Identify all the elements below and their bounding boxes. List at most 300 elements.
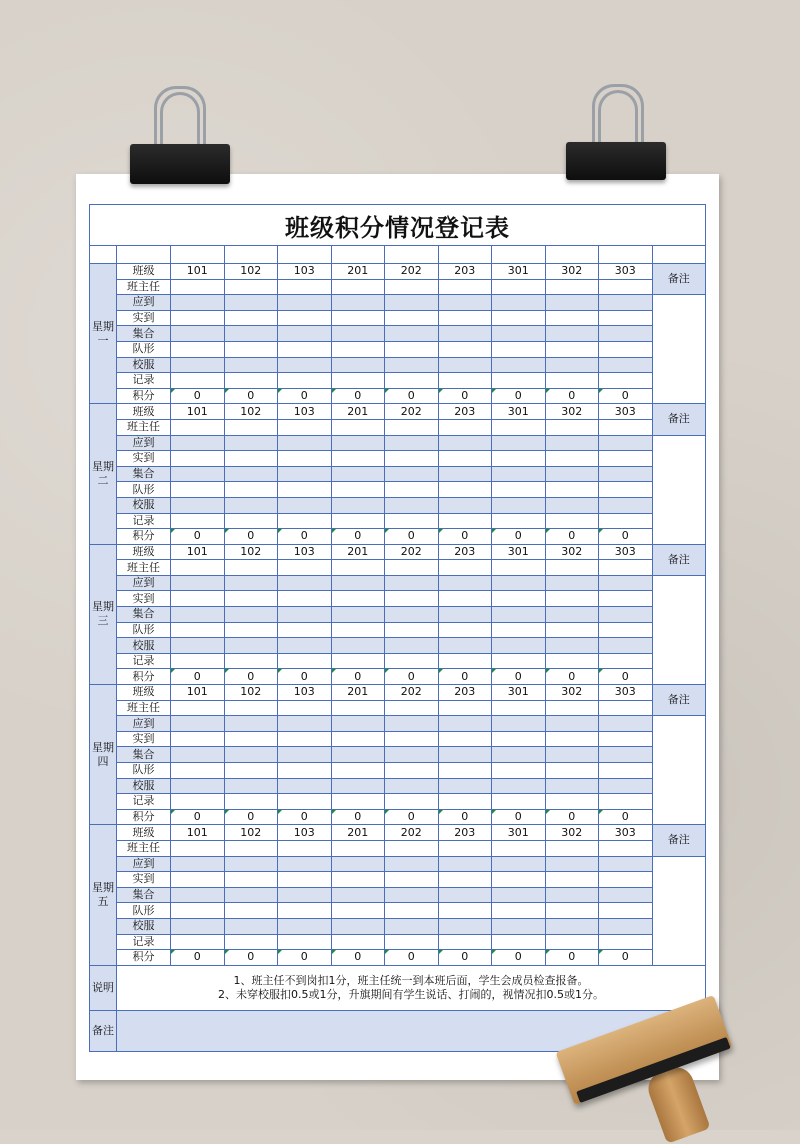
entry-cell-assembly[interactable] [331, 747, 385, 763]
entry-cell-expected[interactable] [545, 435, 599, 451]
entry-cell-expected[interactable] [599, 575, 653, 591]
entry-cell-uniform[interactable] [545, 638, 599, 654]
entry-cell-actual[interactable] [599, 591, 653, 607]
entry-cell-formation[interactable] [492, 903, 546, 919]
entry-cell-record[interactable] [492, 513, 546, 529]
entry-cell-assembly[interactable] [224, 466, 278, 482]
entry-cell-record[interactable] [492, 373, 546, 389]
entry-cell-record[interactable] [385, 934, 439, 950]
entry-cell-record[interactable] [171, 513, 225, 529]
score-cell[interactable] [492, 669, 546, 685]
entry-cell-record[interactable] [385, 513, 439, 529]
entry-cell-uniform[interactable] [492, 357, 546, 373]
entry-cell-teacher[interactable] [599, 840, 653, 856]
entry-cell-formation[interactable] [224, 341, 278, 357]
entry-cell-formation[interactable] [599, 903, 653, 919]
entry-cell-formation[interactable] [278, 763, 332, 779]
score-cell[interactable] [278, 529, 332, 545]
entry-cell-record[interactable] [278, 653, 332, 669]
entry-cell-uniform[interactable] [224, 497, 278, 513]
entry-cell-assembly[interactable] [278, 466, 332, 482]
entry-cell-actual[interactable] [385, 451, 439, 467]
score-cell[interactable] [171, 388, 225, 404]
entry-cell-record[interactable] [492, 794, 546, 810]
entry-cell-teacher[interactable] [492, 279, 546, 295]
entry-cell-assembly[interactable] [224, 887, 278, 903]
entry-cell-uniform[interactable] [171, 778, 225, 794]
entry-cell-formation[interactable] [492, 622, 546, 638]
entry-cell-expected[interactable] [492, 435, 546, 451]
entry-cell-uniform[interactable] [545, 778, 599, 794]
score-cell[interactable] [385, 388, 439, 404]
entry-cell-actual[interactable] [545, 872, 599, 888]
entry-cell-assembly[interactable] [171, 887, 225, 903]
entry-cell-actual[interactable] [278, 310, 332, 326]
entry-cell-formation[interactable] [278, 341, 332, 357]
entry-cell-actual[interactable] [438, 731, 492, 747]
entry-cell-assembly[interactable] [224, 747, 278, 763]
entry-cell-actual[interactable] [171, 310, 225, 326]
entry-cell-formation[interactable] [385, 341, 439, 357]
score-cell[interactable] [545, 950, 599, 966]
entry-cell-formation[interactable] [171, 341, 225, 357]
entry-cell-record[interactable] [599, 934, 653, 950]
entry-cell-expected[interactable] [224, 856, 278, 872]
entry-cell-actual[interactable] [545, 451, 599, 467]
entry-cell-teacher[interactable] [224, 560, 278, 576]
entry-cell-assembly[interactable] [545, 747, 599, 763]
entry-cell-actual[interactable] [331, 872, 385, 888]
entry-cell-record[interactable] [599, 513, 653, 529]
entry-cell-assembly[interactable] [385, 466, 439, 482]
entry-cell-teacher[interactable] [545, 840, 599, 856]
entry-cell-formation[interactable] [331, 341, 385, 357]
score-cell[interactable] [331, 809, 385, 825]
entry-cell-teacher[interactable] [224, 700, 278, 716]
entry-cell-teacher[interactable] [278, 560, 332, 576]
entry-cell-uniform[interactable] [385, 638, 439, 654]
entry-cell-expected[interactable] [278, 575, 332, 591]
entry-cell-assembly[interactable] [492, 607, 546, 623]
entry-cell-uniform[interactable] [278, 638, 332, 654]
entry-cell-teacher[interactable] [492, 700, 546, 716]
entry-cell-expected[interactable] [492, 575, 546, 591]
entry-cell-expected[interactable] [599, 856, 653, 872]
entry-cell-uniform[interactable] [385, 778, 439, 794]
entry-cell-record[interactable] [278, 794, 332, 810]
entry-cell-expected[interactable] [171, 575, 225, 591]
entry-cell-formation[interactable] [599, 763, 653, 779]
entry-cell-record[interactable] [278, 373, 332, 389]
entry-cell-record[interactable] [278, 513, 332, 529]
entry-cell-assembly[interactable] [224, 607, 278, 623]
entry-cell-actual[interactable] [171, 731, 225, 747]
remark-cell[interactable] [652, 716, 706, 825]
entry-cell-formation[interactable] [492, 341, 546, 357]
entry-cell-record[interactable] [171, 653, 225, 669]
entry-cell-formation[interactable] [599, 482, 653, 498]
entry-cell-formation[interactable] [492, 482, 546, 498]
entry-cell-uniform[interactable] [171, 638, 225, 654]
entry-cell-record[interactable] [492, 934, 546, 950]
entry-cell-formation[interactable] [278, 482, 332, 498]
entry-cell-expected[interactable] [545, 716, 599, 732]
entry-cell-expected[interactable] [224, 435, 278, 451]
entry-cell-uniform[interactable] [385, 918, 439, 934]
remark-cell[interactable] [652, 856, 706, 965]
entry-cell-formation[interactable] [438, 622, 492, 638]
entry-cell-actual[interactable] [224, 451, 278, 467]
entry-cell-record[interactable] [385, 794, 439, 810]
entry-cell-expected[interactable] [385, 295, 439, 311]
entry-cell-teacher[interactable] [599, 279, 653, 295]
score-cell[interactable] [171, 950, 225, 966]
entry-cell-record[interactable] [171, 373, 225, 389]
entry-cell-expected[interactable] [438, 435, 492, 451]
entry-cell-expected[interactable] [545, 856, 599, 872]
remark-cell[interactable] [652, 575, 706, 684]
entry-cell-record[interactable] [599, 653, 653, 669]
entry-cell-record[interactable] [224, 653, 278, 669]
entry-cell-record[interactable] [438, 653, 492, 669]
score-cell[interactable] [278, 669, 332, 685]
entry-cell-assembly[interactable] [331, 466, 385, 482]
entry-cell-teacher[interactable] [171, 700, 225, 716]
entry-cell-expected[interactable] [171, 435, 225, 451]
entry-cell-assembly[interactable] [385, 326, 439, 342]
entry-cell-actual[interactable] [599, 310, 653, 326]
entry-cell-record[interactable] [545, 794, 599, 810]
entry-cell-expected[interactable] [224, 716, 278, 732]
entry-cell-uniform[interactable] [278, 497, 332, 513]
entry-cell-uniform[interactable] [331, 778, 385, 794]
entry-cell-teacher[interactable] [278, 700, 332, 716]
score-cell[interactable] [492, 388, 546, 404]
entry-cell-actual[interactable] [492, 451, 546, 467]
entry-cell-expected[interactable] [438, 856, 492, 872]
entry-cell-record[interactable] [438, 934, 492, 950]
entry-cell-record[interactable] [438, 513, 492, 529]
entry-cell-formation[interactable] [331, 763, 385, 779]
entry-cell-uniform[interactable] [599, 497, 653, 513]
entry-cell-teacher[interactable] [438, 840, 492, 856]
entry-cell-expected[interactable] [385, 575, 439, 591]
entry-cell-assembly[interactable] [438, 607, 492, 623]
entry-cell-assembly[interactable] [545, 326, 599, 342]
entry-cell-teacher[interactable] [385, 840, 439, 856]
entry-cell-expected[interactable] [278, 716, 332, 732]
entry-cell-record[interactable] [331, 653, 385, 669]
score-cell[interactable] [171, 529, 225, 545]
entry-cell-formation[interactable] [331, 622, 385, 638]
entry-cell-teacher[interactable] [545, 279, 599, 295]
entry-cell-teacher[interactable] [438, 560, 492, 576]
entry-cell-assembly[interactable] [599, 326, 653, 342]
entry-cell-assembly[interactable] [385, 887, 439, 903]
entry-cell-expected[interactable] [331, 856, 385, 872]
entry-cell-teacher[interactable] [492, 419, 546, 435]
entry-cell-actual[interactable] [599, 731, 653, 747]
score-cell[interactable] [492, 809, 546, 825]
entry-cell-uniform[interactable] [492, 638, 546, 654]
entry-cell-teacher[interactable] [545, 700, 599, 716]
entry-cell-formation[interactable] [331, 903, 385, 919]
entry-cell-uniform[interactable] [545, 918, 599, 934]
entry-cell-expected[interactable] [545, 295, 599, 311]
entry-cell-uniform[interactable] [438, 638, 492, 654]
entry-cell-expected[interactable] [385, 716, 439, 732]
entry-cell-record[interactable] [278, 934, 332, 950]
entry-cell-teacher[interactable] [385, 700, 439, 716]
entry-cell-assembly[interactable] [224, 326, 278, 342]
entry-cell-teacher[interactable] [278, 419, 332, 435]
entry-cell-record[interactable] [331, 373, 385, 389]
entry-cell-uniform[interactable] [171, 497, 225, 513]
entry-cell-teacher[interactable] [599, 700, 653, 716]
entry-cell-actual[interactable] [492, 731, 546, 747]
entry-cell-record[interactable] [331, 794, 385, 810]
entry-cell-uniform[interactable] [438, 918, 492, 934]
entry-cell-formation[interactable] [224, 622, 278, 638]
entry-cell-expected[interactable] [385, 435, 439, 451]
score-cell[interactable] [385, 950, 439, 966]
score-cell[interactable] [545, 529, 599, 545]
entry-cell-formation[interactable] [385, 763, 439, 779]
entry-cell-assembly[interactable] [385, 607, 439, 623]
entry-cell-uniform[interactable] [492, 497, 546, 513]
entry-cell-actual[interactable] [171, 591, 225, 607]
entry-cell-teacher[interactable] [278, 279, 332, 295]
score-cell[interactable] [545, 809, 599, 825]
entry-cell-formation[interactable] [278, 903, 332, 919]
entry-cell-record[interactable] [171, 934, 225, 950]
entry-cell-formation[interactable] [438, 763, 492, 779]
entry-cell-assembly[interactable] [492, 326, 546, 342]
entry-cell-uniform[interactable] [438, 497, 492, 513]
entry-cell-uniform[interactable] [545, 497, 599, 513]
entry-cell-teacher[interactable] [385, 560, 439, 576]
score-cell[interactable] [385, 809, 439, 825]
entry-cell-expected[interactable] [599, 716, 653, 732]
entry-cell-actual[interactable] [278, 872, 332, 888]
entry-cell-actual[interactable] [385, 591, 439, 607]
score-cell[interactable] [599, 809, 653, 825]
entry-cell-formation[interactable] [385, 903, 439, 919]
entry-cell-assembly[interactable] [492, 747, 546, 763]
entry-cell-assembly[interactable] [171, 607, 225, 623]
score-cell[interactable] [599, 669, 653, 685]
entry-cell-expected[interactable] [331, 295, 385, 311]
score-cell[interactable] [331, 388, 385, 404]
entry-cell-record[interactable] [545, 513, 599, 529]
entry-cell-assembly[interactable] [171, 466, 225, 482]
score-cell[interactable] [385, 529, 439, 545]
entry-cell-record[interactable] [331, 934, 385, 950]
entry-cell-assembly[interactable] [278, 747, 332, 763]
score-cell[interactable] [438, 669, 492, 685]
entry-cell-assembly[interactable] [438, 887, 492, 903]
entry-cell-formation[interactable] [385, 622, 439, 638]
entry-cell-actual[interactable] [385, 872, 439, 888]
entry-cell-teacher[interactable] [171, 279, 225, 295]
entry-cell-expected[interactable] [492, 295, 546, 311]
entry-cell-assembly[interactable] [278, 887, 332, 903]
entry-cell-teacher[interactable] [385, 419, 439, 435]
entry-cell-teacher[interactable] [278, 840, 332, 856]
entry-cell-formation[interactable] [599, 341, 653, 357]
entry-cell-teacher[interactable] [545, 419, 599, 435]
entry-cell-uniform[interactable] [331, 638, 385, 654]
score-cell[interactable] [545, 669, 599, 685]
entry-cell-expected[interactable] [171, 716, 225, 732]
entry-cell-teacher[interactable] [438, 700, 492, 716]
entry-cell-formation[interactable] [331, 482, 385, 498]
entry-cell-actual[interactable] [171, 451, 225, 467]
entry-cell-uniform[interactable] [171, 357, 225, 373]
entry-cell-uniform[interactable] [331, 918, 385, 934]
entry-cell-actual[interactable] [224, 872, 278, 888]
entry-cell-teacher[interactable] [331, 279, 385, 295]
entry-cell-formation[interactable] [224, 482, 278, 498]
score-cell[interactable] [438, 809, 492, 825]
entry-cell-expected[interactable] [171, 295, 225, 311]
entry-cell-record[interactable] [492, 653, 546, 669]
entry-cell-formation[interactable] [545, 341, 599, 357]
entry-cell-record[interactable] [224, 934, 278, 950]
score-cell[interactable] [492, 529, 546, 545]
entry-cell-expected[interactable] [171, 856, 225, 872]
entry-cell-uniform[interactable] [331, 497, 385, 513]
score-cell[interactable] [171, 809, 225, 825]
score-cell[interactable] [278, 809, 332, 825]
score-cell[interactable] [385, 669, 439, 685]
entry-cell-formation[interactable] [599, 622, 653, 638]
entry-cell-record[interactable] [438, 373, 492, 389]
entry-cell-uniform[interactable] [599, 357, 653, 373]
entry-cell-teacher[interactable] [492, 560, 546, 576]
entry-cell-formation[interactable] [545, 622, 599, 638]
entry-cell-assembly[interactable] [278, 607, 332, 623]
score-cell[interactable] [599, 529, 653, 545]
entry-cell-formation[interactable] [438, 341, 492, 357]
entry-cell-record[interactable] [224, 373, 278, 389]
entry-cell-assembly[interactable] [545, 887, 599, 903]
entry-cell-assembly[interactable] [599, 466, 653, 482]
entry-cell-teacher[interactable] [599, 560, 653, 576]
entry-cell-teacher[interactable] [331, 560, 385, 576]
score-cell[interactable] [438, 950, 492, 966]
entry-cell-actual[interactable] [492, 310, 546, 326]
score-cell[interactable] [224, 809, 278, 825]
entry-cell-formation[interactable] [438, 482, 492, 498]
entry-cell-actual[interactable] [278, 591, 332, 607]
entry-cell-expected[interactable] [224, 295, 278, 311]
score-cell[interactable] [599, 388, 653, 404]
score-cell[interactable] [492, 950, 546, 966]
entry-cell-actual[interactable] [492, 872, 546, 888]
entry-cell-teacher[interactable] [438, 279, 492, 295]
entry-cell-actual[interactable] [385, 310, 439, 326]
entry-cell-assembly[interactable] [278, 326, 332, 342]
entry-cell-uniform[interactable] [492, 778, 546, 794]
entry-cell-record[interactable] [171, 794, 225, 810]
entry-cell-record[interactable] [224, 794, 278, 810]
score-cell[interactable] [224, 669, 278, 685]
entry-cell-actual[interactable] [224, 731, 278, 747]
remark-cell[interactable] [652, 435, 706, 544]
entry-cell-actual[interactable] [331, 451, 385, 467]
entry-cell-record[interactable] [545, 934, 599, 950]
entry-cell-assembly[interactable] [599, 747, 653, 763]
entry-cell-formation[interactable] [492, 763, 546, 779]
entry-cell-expected[interactable] [385, 856, 439, 872]
entry-cell-expected[interactable] [278, 435, 332, 451]
entry-cell-record[interactable] [438, 794, 492, 810]
entry-cell-teacher[interactable] [599, 419, 653, 435]
entry-cell-assembly[interactable] [438, 747, 492, 763]
score-cell[interactable] [331, 950, 385, 966]
entry-cell-actual[interactable] [599, 451, 653, 467]
entry-cell-assembly[interactable] [171, 747, 225, 763]
entry-cell-teacher[interactable] [492, 840, 546, 856]
score-cell[interactable] [224, 529, 278, 545]
entry-cell-actual[interactable] [385, 731, 439, 747]
entry-cell-assembly[interactable] [385, 747, 439, 763]
score-cell[interactable] [599, 950, 653, 966]
entry-cell-formation[interactable] [171, 622, 225, 638]
entry-cell-actual[interactable] [331, 310, 385, 326]
entry-cell-teacher[interactable] [224, 279, 278, 295]
entry-cell-expected[interactable] [331, 575, 385, 591]
entry-cell-assembly[interactable] [331, 887, 385, 903]
entry-cell-expected[interactable] [492, 856, 546, 872]
entry-cell-uniform[interactable] [278, 357, 332, 373]
entry-cell-uniform[interactable] [438, 357, 492, 373]
entry-cell-assembly[interactable] [545, 607, 599, 623]
entry-cell-record[interactable] [545, 373, 599, 389]
entry-cell-teacher[interactable] [331, 700, 385, 716]
entry-cell-uniform[interactable] [599, 918, 653, 934]
entry-cell-teacher[interactable] [224, 840, 278, 856]
entry-cell-formation[interactable] [545, 903, 599, 919]
entry-cell-expected[interactable] [438, 716, 492, 732]
entry-cell-record[interactable] [224, 513, 278, 529]
entry-cell-expected[interactable] [331, 435, 385, 451]
entry-cell-uniform[interactable] [492, 918, 546, 934]
entry-cell-formation[interactable] [171, 482, 225, 498]
entry-cell-teacher[interactable] [171, 560, 225, 576]
entry-cell-formation[interactable] [545, 482, 599, 498]
entry-cell-assembly[interactable] [492, 466, 546, 482]
score-cell[interactable] [224, 950, 278, 966]
score-cell[interactable] [171, 669, 225, 685]
score-cell[interactable] [278, 950, 332, 966]
entry-cell-formation[interactable] [171, 763, 225, 779]
entry-cell-expected[interactable] [278, 295, 332, 311]
entry-cell-uniform[interactable] [224, 918, 278, 934]
entry-cell-uniform[interactable] [438, 778, 492, 794]
entry-cell-assembly[interactable] [599, 607, 653, 623]
entry-cell-actual[interactable] [438, 872, 492, 888]
entry-cell-actual[interactable] [492, 591, 546, 607]
entry-cell-formation[interactable] [385, 482, 439, 498]
entry-cell-uniform[interactable] [278, 778, 332, 794]
entry-cell-teacher[interactable] [224, 419, 278, 435]
entry-cell-actual[interactable] [438, 310, 492, 326]
score-cell[interactable] [224, 388, 278, 404]
entry-cell-expected[interactable] [224, 575, 278, 591]
entry-cell-uniform[interactable] [385, 497, 439, 513]
